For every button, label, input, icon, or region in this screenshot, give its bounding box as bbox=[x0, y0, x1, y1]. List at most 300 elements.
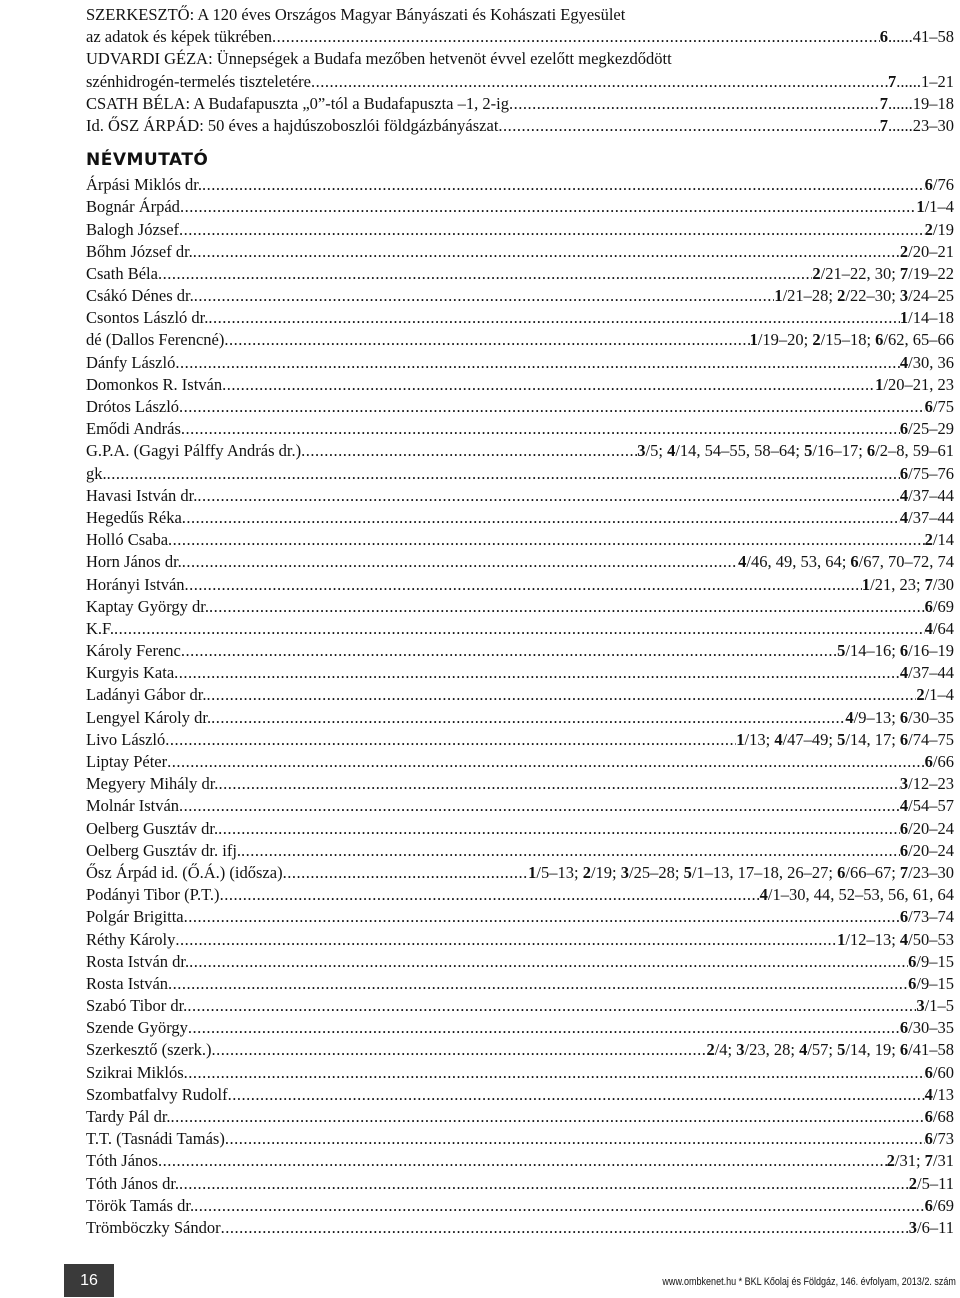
index-refs bbox=[925, 1195, 954, 1217]
issue-number: 4 bbox=[899, 485, 909, 505]
index-entry bbox=[86, 862, 954, 884]
index-name: Molnár István bbox=[86, 796, 180, 816]
dot-leader bbox=[218, 773, 899, 795]
index-entry bbox=[86, 263, 954, 285]
index-name: Rosta István bbox=[86, 973, 169, 993]
index-name: Bőhm József dr. bbox=[86, 241, 193, 261]
index-name: Havasi István dr. bbox=[86, 485, 198, 505]
dot-leader bbox=[193, 241, 900, 263]
page-ref: /73 bbox=[932, 1129, 954, 1149]
page-ref: /13 bbox=[932, 1084, 954, 1104]
page-ref: /31 bbox=[932, 1151, 954, 1171]
page-ref: /16–19 bbox=[908, 641, 954, 661]
issue-number: 4 bbox=[899, 663, 909, 683]
page-ref: /31; bbox=[894, 1151, 925, 1171]
index-entry bbox=[86, 485, 954, 507]
index-entry bbox=[86, 1039, 954, 1061]
index-name: Szabó Tibor dr. bbox=[86, 996, 188, 1016]
dot-leader bbox=[212, 1039, 707, 1061]
page-ref: /66 bbox=[932, 752, 954, 771]
issue-number: 3 bbox=[899, 774, 909, 794]
index-name: Szombatfalvy Rudolf bbox=[86, 1084, 228, 1104]
dot-leader bbox=[218, 818, 900, 840]
issue-number: 1 bbox=[861, 574, 871, 594]
index-entry bbox=[86, 751, 954, 773]
dot-leader bbox=[272, 26, 880, 48]
page-range: 19–18 bbox=[912, 93, 954, 113]
article-title: szénhidrogén-termelés tiszteletére bbox=[86, 71, 311, 91]
index-name: Oelberg Gusztáv dr. bbox=[86, 818, 219, 838]
issue-number: 3 bbox=[899, 286, 909, 306]
dot-leader bbox=[171, 1106, 925, 1128]
index-name: Tóth János dr. bbox=[86, 1173, 180, 1193]
index-refs bbox=[916, 995, 954, 1017]
dot-leader bbox=[225, 1128, 925, 1150]
dot-leader bbox=[179, 1173, 909, 1195]
issue-number: 6 bbox=[879, 27, 888, 47]
index-refs bbox=[528, 862, 954, 884]
index-name: Polgár Brigitta bbox=[86, 907, 184, 927]
index-refs bbox=[900, 1017, 954, 1039]
page-ref: /13; bbox=[744, 729, 775, 749]
index-refs bbox=[909, 1173, 954, 1195]
issue-number: 1 bbox=[916, 197, 925, 217]
issue-number: 6 bbox=[866, 441, 876, 461]
dot-leader bbox=[228, 1084, 925, 1106]
issue-number: 4 bbox=[899, 796, 909, 816]
page-ref: /14, 17; bbox=[845, 729, 900, 749]
index-name: Horányi István bbox=[86, 574, 185, 594]
index-name: G.P.A. (Gagyi Pálffy András dr.) bbox=[86, 441, 302, 461]
page-ref: /15–18; bbox=[820, 330, 876, 350]
issue-number: 6 bbox=[899, 463, 909, 483]
index-refs bbox=[900, 818, 954, 840]
page-ref: /5–11 bbox=[917, 1173, 954, 1193]
index-name: Kurgyis Kata bbox=[86, 663, 175, 683]
index-entry bbox=[86, 307, 954, 329]
index-entry bbox=[86, 1084, 954, 1106]
issue-number: 1 bbox=[899, 308, 909, 328]
issue-number: 1 bbox=[749, 330, 758, 350]
dot-leader bbox=[283, 862, 529, 884]
article-line bbox=[86, 26, 954, 48]
index-name: Csontos László dr. bbox=[86, 308, 209, 328]
dot-leader bbox=[185, 574, 862, 596]
index-refs bbox=[837, 640, 954, 662]
page-ref: /64 bbox=[932, 618, 954, 638]
page-ref: /14 bbox=[932, 530, 954, 550]
index-entry bbox=[86, 1150, 954, 1172]
page-ref: /25–29 bbox=[908, 419, 954, 439]
page-ref: /14–18 bbox=[908, 308, 954, 328]
page-ref: /19–20; bbox=[757, 330, 813, 350]
index-refs bbox=[900, 906, 954, 928]
index-refs bbox=[925, 529, 954, 551]
index-name: Szerkesztő (szerk.) bbox=[86, 1040, 212, 1060]
issue-number: 7 bbox=[899, 263, 909, 283]
issue-number: 7 bbox=[879, 115, 888, 135]
index-name: Csákó Dénes dr. bbox=[86, 286, 194, 306]
dot-leader bbox=[158, 1150, 887, 1172]
index-name: Drótos László bbox=[86, 397, 180, 416]
page-ref: /67, 70–72, 74 bbox=[858, 552, 954, 572]
page-ref: /21–28; bbox=[782, 286, 838, 306]
issue-number: 6 bbox=[924, 752, 933, 771]
index-refs bbox=[925, 1128, 954, 1150]
issue-number: 6 bbox=[924, 1107, 933, 1126]
issue-number: 6 bbox=[850, 552, 859, 572]
index-refs bbox=[925, 751, 954, 773]
index-refs bbox=[908, 973, 954, 995]
dot-leader bbox=[181, 640, 837, 662]
index-refs bbox=[736, 729, 954, 751]
page-ref: /46, 49, 53, 64; bbox=[746, 552, 851, 572]
issue-number: 6 bbox=[924, 1195, 933, 1215]
page-ref: /4; bbox=[714, 1040, 737, 1060]
index-entry bbox=[86, 285, 954, 307]
page-ref: /12–23 bbox=[908, 774, 954, 794]
index-entry bbox=[86, 995, 954, 1017]
article-line bbox=[86, 71, 954, 93]
index-entry bbox=[86, 662, 954, 684]
article-ref: 7......19–18 bbox=[879, 93, 954, 113]
page-ref: /5; bbox=[645, 441, 668, 461]
page-ref: /66–67; bbox=[845, 862, 900, 882]
index-name: Kaptay György dr. bbox=[86, 596, 209, 616]
index-name: Lengyel Károly dr. bbox=[86, 707, 212, 727]
issue-number: 7 bbox=[924, 1151, 933, 1171]
page-ref: /21–22, 30; bbox=[820, 263, 900, 283]
issue-number: 3 bbox=[637, 441, 646, 461]
page-ref: /30 bbox=[932, 574, 954, 594]
index-entry bbox=[86, 795, 954, 817]
article-ref: 6......41–58 bbox=[879, 27, 954, 47]
issue-number: 3 bbox=[620, 862, 630, 882]
article-list bbox=[86, 4, 954, 137]
issue-number: 4 bbox=[738, 552, 747, 572]
footer-citation: www.ombkenet.hu * BKL Kőolaj és Földgáz, 146. évfolyam, 2013/2. szám bbox=[662, 1276, 956, 1288]
index-name: Balogh József bbox=[86, 219, 180, 239]
issue-number: 2 bbox=[924, 530, 933, 550]
page-ref: /16–17; bbox=[812, 441, 867, 461]
issue-number: 6 bbox=[899, 1018, 909, 1038]
index-name: Szende György bbox=[86, 1018, 188, 1038]
dot-leader bbox=[211, 707, 845, 729]
article-title: CSATH BÉLA: A Budafapuszta „0”-tól a Budafapuszta –1, 2-ig bbox=[86, 93, 509, 113]
index-refs bbox=[706, 1039, 954, 1061]
issue-number: 7 bbox=[888, 71, 897, 91]
index-name: Horn János dr. bbox=[86, 552, 182, 572]
dot-leader bbox=[107, 463, 900, 485]
issue-number: 1 bbox=[736, 729, 745, 749]
issue-number: 6 bbox=[875, 330, 884, 350]
article-ref: 7......23–30 bbox=[879, 115, 954, 135]
index-entry bbox=[86, 241, 954, 263]
dot-leader bbox=[498, 115, 879, 137]
index-refs bbox=[862, 574, 954, 596]
dot-leader bbox=[181, 418, 900, 440]
issue-number: 1 bbox=[774, 286, 783, 306]
index-name: Emődi András bbox=[86, 419, 181, 439]
index-refs bbox=[900, 307, 954, 329]
issue-number: 4 bbox=[799, 1040, 808, 1060]
index-name: Holló Csaba bbox=[86, 530, 169, 550]
page-ref: /25–28; bbox=[629, 862, 684, 882]
index-name: Liptay Péter bbox=[86, 752, 168, 771]
dot-leader bbox=[184, 1062, 925, 1084]
issue-number: 6 bbox=[899, 419, 909, 439]
page-ref: /1–4 bbox=[924, 685, 954, 705]
page-ref: /60 bbox=[932, 1062, 954, 1082]
issue-number: 1 bbox=[837, 929, 846, 949]
index-name: Réthy Károly bbox=[86, 929, 176, 949]
dot-leader bbox=[114, 618, 925, 640]
page-ref: /1–13, 17–18, 26–27; bbox=[691, 862, 838, 882]
index-entry bbox=[86, 929, 954, 951]
index-entry bbox=[86, 551, 954, 573]
page-ref: /23, 28; bbox=[744, 1040, 800, 1060]
index-name: Tóth János bbox=[86, 1151, 158, 1171]
index-entry bbox=[86, 196, 954, 218]
index-name: gk. bbox=[86, 463, 107, 483]
index-name: Livo László bbox=[86, 729, 166, 749]
page-ref: /20–21 bbox=[908, 241, 954, 261]
issue-number: 1 bbox=[528, 862, 537, 882]
issue-number: 7 bbox=[899, 862, 909, 882]
page-range: 1–21 bbox=[921, 71, 954, 91]
index-refs bbox=[760, 884, 954, 906]
page-ref: /1–30, 44, 52–53, 56, 61, 64 bbox=[767, 885, 954, 905]
dot-leader bbox=[221, 1217, 909, 1239]
page-ref: /75 bbox=[932, 397, 954, 416]
index-refs bbox=[900, 507, 954, 529]
index-name: Ősz Árpád id. (Ő.Á.) (idősza) bbox=[86, 862, 283, 882]
page-ref: /75–76 bbox=[908, 463, 954, 483]
issue-number: 4 bbox=[774, 729, 783, 749]
index-refs bbox=[925, 396, 954, 418]
page-ref: /22–30; bbox=[845, 286, 900, 306]
issue-number: 6 bbox=[899, 818, 909, 838]
page-ref: /23–30 bbox=[908, 862, 954, 882]
index-refs bbox=[875, 374, 954, 396]
dot-leader bbox=[222, 374, 875, 396]
index-name: Megyery Mihály dr. bbox=[86, 774, 219, 794]
issue-number: 4 bbox=[759, 885, 768, 905]
index-refs bbox=[637, 440, 954, 462]
index-entry bbox=[86, 1217, 954, 1239]
page-ref: /62, 65–66 bbox=[883, 330, 954, 350]
page-ref: /54–57 bbox=[908, 796, 954, 816]
page-ref: /30–35 bbox=[908, 707, 954, 727]
index-refs bbox=[916, 196, 954, 218]
article-line bbox=[86, 4, 954, 26]
issue-number: 2 bbox=[812, 330, 821, 350]
article-title: az adatok és képek tükrében bbox=[86, 27, 272, 47]
issue-number: 4 bbox=[845, 707, 854, 727]
index-refs bbox=[738, 551, 954, 573]
article-title: SZERKESZTŐ: A 120 éves Országos Magyar Bányászati és Kohászati Egyesület bbox=[86, 5, 626, 24]
index-entry bbox=[86, 840, 954, 862]
dot-leader bbox=[168, 529, 925, 551]
index-entry bbox=[86, 773, 954, 795]
index-name: K.F. bbox=[86, 618, 115, 638]
page-ref: /21, 23; bbox=[870, 574, 925, 594]
page-ref: /1–5 bbox=[924, 996, 954, 1016]
page-ref: /19 bbox=[932, 219, 954, 239]
issue-number: 2 bbox=[886, 1151, 895, 1171]
index-refs bbox=[925, 219, 954, 241]
page-ref: /37–44 bbox=[908, 663, 954, 683]
index-name: T.T. (Tasnádi Tamás) bbox=[86, 1129, 225, 1149]
issue-number: 5 bbox=[837, 641, 846, 661]
index-refs bbox=[900, 463, 954, 485]
issue-number: 7 bbox=[924, 574, 933, 594]
index-heading: NÉVMUTATÓ bbox=[86, 150, 209, 171]
page-number: 16 bbox=[64, 1264, 114, 1297]
index-refs bbox=[925, 1062, 954, 1084]
page-ref: /6–11 bbox=[917, 1217, 954, 1237]
index-entry bbox=[86, 174, 954, 196]
issue-number: 5 bbox=[837, 729, 846, 749]
index-entry bbox=[86, 396, 954, 418]
article-line bbox=[86, 48, 954, 70]
dot-leader bbox=[179, 219, 925, 241]
issue-number: 4 bbox=[899, 352, 909, 372]
index-refs bbox=[845, 707, 954, 729]
index-refs bbox=[900, 485, 954, 507]
index-entry bbox=[86, 729, 954, 751]
article-title: Id. ŐSZ ÁRPÁD: 50 éves a hajdúszoboszlói földgázbányászat bbox=[86, 115, 499, 135]
dot-leader bbox=[301, 440, 637, 462]
issue-number: 6 bbox=[924, 1062, 933, 1082]
dot-leader bbox=[207, 684, 917, 706]
page-ref: /19–22 bbox=[908, 263, 954, 283]
index-entry bbox=[86, 329, 954, 351]
page-ref: /41–58 bbox=[908, 1040, 954, 1060]
index-entry bbox=[86, 529, 954, 551]
index-name: Tardy Pál dr. bbox=[86, 1107, 171, 1126]
dot-leader bbox=[509, 93, 880, 115]
index-entry bbox=[86, 374, 954, 396]
dot-leader bbox=[224, 329, 749, 351]
issue-number: 2 bbox=[812, 263, 821, 283]
index-name: Trömböczky Sándor bbox=[86, 1217, 221, 1237]
index-entry bbox=[86, 884, 954, 906]
page-ref: /30–35 bbox=[908, 1018, 954, 1038]
page-ref: /50–53 bbox=[908, 929, 954, 949]
index-entry bbox=[86, 906, 954, 928]
page-ref: /9–15 bbox=[916, 951, 954, 971]
dot-leader bbox=[175, 929, 837, 951]
dot-leader bbox=[194, 285, 775, 307]
issue-number: 5 bbox=[683, 862, 692, 882]
index-entry bbox=[86, 1062, 954, 1084]
index-entry bbox=[86, 640, 954, 662]
issue-number: 6 bbox=[908, 951, 917, 971]
page-ref: /47–49; bbox=[782, 729, 838, 749]
index-refs bbox=[900, 662, 954, 684]
index-refs bbox=[900, 241, 954, 263]
index-refs bbox=[925, 1106, 954, 1128]
index-entry bbox=[86, 1017, 954, 1039]
index-refs bbox=[812, 263, 954, 285]
index-refs bbox=[900, 795, 954, 817]
issue-number: 4 bbox=[667, 441, 676, 461]
issue-number: 6 bbox=[924, 596, 933, 616]
article-line bbox=[86, 93, 954, 115]
index-entry bbox=[86, 684, 954, 706]
index-entry bbox=[86, 440, 954, 462]
index-name: Szikrai Miklós bbox=[86, 1062, 184, 1082]
issue-number: 6 bbox=[924, 397, 933, 416]
dot-leader bbox=[174, 662, 900, 684]
issue-number: 2 bbox=[837, 286, 846, 306]
dot-leader bbox=[202, 174, 925, 196]
issue-number: 6 bbox=[908, 973, 917, 993]
dot-leader bbox=[184, 906, 900, 928]
page-ref: /5–13; bbox=[536, 862, 583, 882]
article-line bbox=[86, 115, 954, 137]
index-refs bbox=[925, 596, 954, 618]
index-refs bbox=[916, 684, 954, 706]
issue-number: 2 bbox=[899, 241, 909, 261]
issue-number: 7 bbox=[879, 93, 888, 113]
page-ref: /14, 19; bbox=[845, 1040, 900, 1060]
issue-number: 4 bbox=[899, 507, 909, 527]
dot-leader bbox=[167, 751, 925, 773]
dot-leader bbox=[179, 396, 925, 418]
index-refs bbox=[887, 1150, 954, 1172]
index-refs bbox=[900, 840, 954, 862]
page-ref: /19; bbox=[590, 862, 621, 882]
page-ref: /57; bbox=[807, 1040, 838, 1060]
issue-number: 6 bbox=[899, 729, 909, 749]
issue-number: 6 bbox=[899, 907, 909, 927]
dot-leader bbox=[187, 995, 916, 1017]
issue-number: 2 bbox=[706, 1040, 715, 1060]
index-entry bbox=[86, 418, 954, 440]
dot-leader bbox=[158, 263, 812, 285]
page-ref: /69 bbox=[932, 596, 954, 616]
issue-number: 2 bbox=[582, 862, 591, 882]
index-refs bbox=[908, 951, 954, 973]
issue-number: 5 bbox=[837, 1040, 846, 1060]
page-ref: /20–24 bbox=[908, 818, 954, 838]
issue-number: 6 bbox=[899, 707, 909, 727]
dot-leader bbox=[179, 795, 900, 817]
index-name: Károly Ferenc bbox=[86, 641, 181, 661]
index-entry bbox=[86, 507, 954, 529]
index-name: Domonkos R. István bbox=[86, 374, 223, 394]
issue-number: 3 bbox=[916, 996, 925, 1016]
index-entry bbox=[86, 707, 954, 729]
index-refs bbox=[925, 174, 954, 196]
index-refs bbox=[925, 1084, 954, 1106]
page-ref: /37–44 bbox=[908, 485, 954, 505]
page-ref: /68 bbox=[932, 1107, 954, 1126]
dot-leader bbox=[220, 884, 760, 906]
page-ref: /9–15 bbox=[916, 973, 954, 993]
index-entry bbox=[86, 973, 954, 995]
index-name: Podányi Tibor (P.T.) bbox=[86, 885, 220, 905]
issue-number: 5 bbox=[804, 441, 813, 461]
page-ref: /73–74 bbox=[908, 907, 954, 927]
index-name: dé (Dallos Ferencné) bbox=[86, 330, 225, 350]
dot-leader bbox=[182, 551, 738, 573]
dot-leader bbox=[175, 352, 900, 374]
page-ref: /1–4 bbox=[924, 197, 954, 217]
dot-leader bbox=[194, 1195, 925, 1217]
